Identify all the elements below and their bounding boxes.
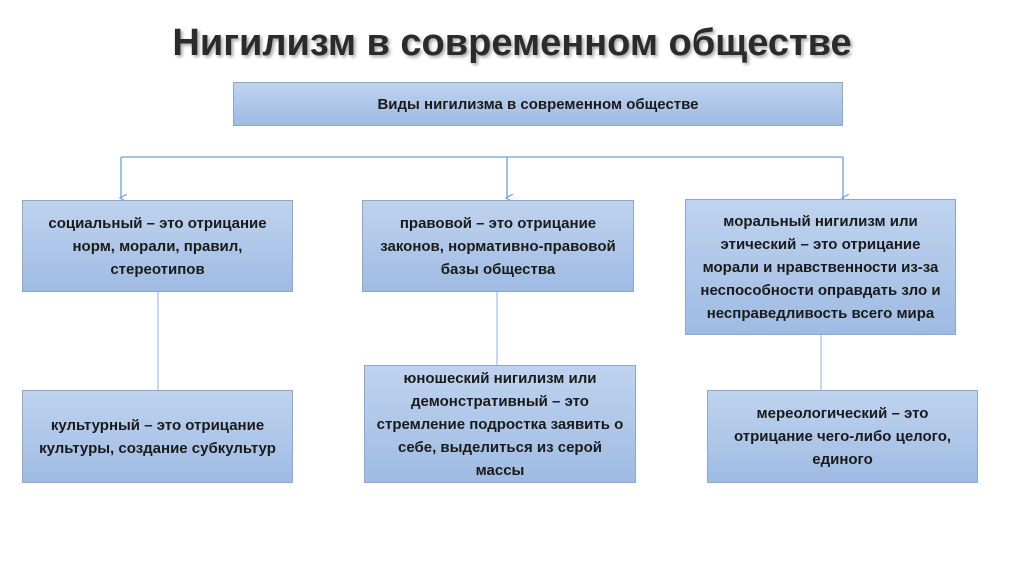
node-mereological: мереологический – это отрицание чего-либо целого, единого [707, 390, 978, 483]
node-cultural: культурный – это отрицание культуры, создание субкультур [22, 390, 293, 483]
node-social: социальный – это отрицание норм, морали, правил, стереотипов [22, 200, 293, 292]
node-moral: моральный нигилизм или этический – это отрицание морали и нравственности из-за неспособности оправдать зло и несправедливость всего мира [685, 199, 956, 335]
page-title: Нигилизм в современном обществе [172, 22, 852, 64]
node-legal: правовой – это отрицание законов, нормативно-правовой базы общества [362, 200, 634, 292]
root-node: Виды нигилизма в современном обществе [233, 82, 843, 126]
node-youth: юношеский нигилизм или демонстративный – это стремление подростка заявить о себе, выделиться из серой массы [364, 365, 636, 483]
